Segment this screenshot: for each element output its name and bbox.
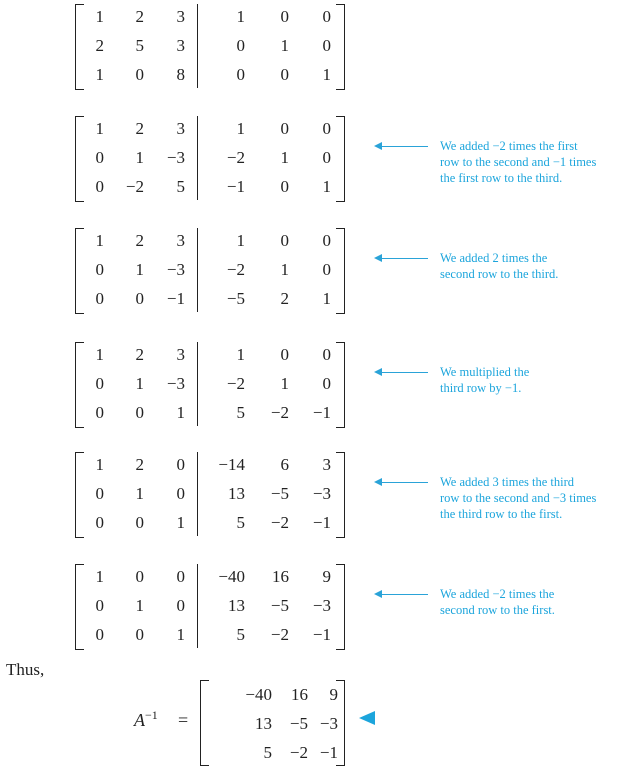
matrix-cell: 1 <box>95 65 104 84</box>
left-bracket <box>200 680 209 766</box>
annotation-line: row to the second and −1 times <box>440 155 597 169</box>
matrix-cell: 0 <box>95 513 104 532</box>
arrow-left-icon <box>374 590 382 598</box>
augmented-matrix <box>75 562 345 652</box>
matrix-cell: 0 <box>176 455 185 474</box>
annotation-line: We added 3 times the third <box>440 475 575 489</box>
matrix-cell: −2 <box>226 148 245 167</box>
matrix-cell: 5 <box>135 36 144 55</box>
matrix-cell: 0 <box>95 177 104 196</box>
matrix-cell: 1 <box>135 596 144 615</box>
matrix-cell: 1 <box>135 260 144 279</box>
matrix-cell: 0 <box>135 403 144 422</box>
matrix-cell: 0 <box>135 567 144 586</box>
matrix-cell: −3 <box>166 148 185 167</box>
matrix-cell: 8 <box>176 65 185 84</box>
matrix-cell: 0 <box>135 513 144 532</box>
matrix-cell: −1 <box>312 625 331 644</box>
matrix-cell: 0 <box>135 65 144 84</box>
matrix-cell: 0 <box>322 148 331 167</box>
inverse-cell: 13 <box>255 714 272 733</box>
matrix-cell: 1 <box>95 7 104 26</box>
annotation-line: second row to the third. <box>440 267 559 281</box>
matrix-cell: −1 <box>312 403 331 422</box>
arrow-left-icon <box>374 254 382 262</box>
step-annotation <box>380 564 626 624</box>
step-3 <box>75 226 626 316</box>
matrix-cell: 0 <box>135 289 144 308</box>
matrix-cell: −14 <box>218 455 245 474</box>
step-annotation <box>380 342 626 402</box>
inverse-label <box>134 708 158 731</box>
matrix-cell: 0 <box>322 374 331 393</box>
matrix-cell: 0 <box>176 596 185 615</box>
augment-divider <box>197 564 198 648</box>
augmented-matrix <box>75 2 345 92</box>
matrix-cell: 1 <box>236 119 245 138</box>
matrix-cell: 13 <box>228 596 245 615</box>
step-annotation <box>380 452 626 521</box>
matrix-cell: 2 <box>280 289 289 308</box>
matrix-cell: 2 <box>135 119 144 138</box>
matrix-cell: 1 <box>95 345 104 364</box>
annotation-line: We multiplied the <box>440 365 530 379</box>
matrix-cell: −5 <box>270 596 289 615</box>
inverse-matrix <box>200 678 345 768</box>
right-bracket <box>336 228 345 314</box>
matrix-cell: 1 <box>236 345 245 364</box>
matrix-cell: 0 <box>236 65 245 84</box>
matrix-cell: 1 <box>95 119 104 138</box>
matrix-cell: 16 <box>272 567 289 586</box>
matrix-cell: 0 <box>176 484 185 503</box>
arrow-left-icon <box>374 142 382 150</box>
matrix-cell: 1 <box>176 625 185 644</box>
matrix-cell: 1 <box>322 177 331 196</box>
matrix-cell: 3 <box>176 231 185 250</box>
matrix-cell: −2 <box>226 374 245 393</box>
matrix-cell: −3 <box>312 596 331 615</box>
matrix-cell: −3 <box>312 484 331 503</box>
step-1 <box>75 2 626 92</box>
step-6 <box>75 562 626 652</box>
inverse-cell: −1 <box>319 743 338 762</box>
matrix-cell: −2 <box>226 260 245 279</box>
matrix-cell: 0 <box>95 148 104 167</box>
matrix-cell: 0 <box>280 231 289 250</box>
inverse-cell: 5 <box>263 743 272 762</box>
matrix-cell: 0 <box>176 567 185 586</box>
matrix-cell: 0 <box>95 596 104 615</box>
annotation-text <box>440 250 626 282</box>
annotation-line: the first row to the third. <box>440 171 563 185</box>
matrix-cell: 1 <box>135 148 144 167</box>
step-annotation <box>380 228 626 288</box>
matrix-cell: −5 <box>226 289 245 308</box>
annotation-line: third row by −1. <box>440 381 522 395</box>
matrix-cell: 3 <box>176 36 185 55</box>
matrix-cell: 1 <box>280 374 289 393</box>
thus-text: Thus, <box>6 660 45 679</box>
matrix-cell: 1 <box>135 374 144 393</box>
matrix-cell: 2 <box>135 345 144 364</box>
matrix-cell: 5 <box>236 625 245 644</box>
matrix-cell: −1 <box>312 513 331 532</box>
arrow-left-icon <box>374 478 382 486</box>
matrix-cell: 0 <box>95 403 104 422</box>
annotation-line: row to the second and −3 times <box>440 491 597 505</box>
augment-divider <box>197 342 198 426</box>
matrix-cell: −2 <box>270 403 289 422</box>
matrix-cell: 0 <box>95 374 104 393</box>
matrix-cell: 0 <box>95 625 104 644</box>
matrix-cell: 2 <box>95 36 104 55</box>
step-2 <box>75 114 626 204</box>
matrix-cell: −1 <box>166 289 185 308</box>
matrix-cell: 2 <box>135 231 144 250</box>
matrix-cell: 2 <box>135 7 144 26</box>
matrix-cell: −3 <box>166 374 185 393</box>
matrix-cell: 1 <box>236 7 245 26</box>
step-annotation <box>380 116 626 185</box>
matrix-cell: −3 <box>166 260 185 279</box>
matrix-cell: 5 <box>176 177 185 196</box>
arrow-line-icon <box>380 594 428 595</box>
right-bracket <box>336 452 345 538</box>
matrix-cell: 1 <box>176 403 185 422</box>
step-4 <box>75 340 626 430</box>
matrix-cell: 5 <box>236 403 245 422</box>
inverse-cell: −40 <box>245 685 272 704</box>
inverse-cell: −5 <box>289 714 308 733</box>
augment-divider <box>197 452 198 536</box>
augment-divider <box>197 228 198 312</box>
annotation-line: We added −2 times the first <box>440 139 578 153</box>
arrow-line-icon <box>380 372 428 373</box>
matrix-cell: 1 <box>280 148 289 167</box>
matrix-cell: 1 <box>95 455 104 474</box>
matrix-cell: 1 <box>322 65 331 84</box>
augment-divider <box>197 4 198 88</box>
arrow-left-icon <box>374 368 382 376</box>
annotation-text <box>440 138 626 186</box>
matrix-cell: 1 <box>280 260 289 279</box>
matrix-cell: 0 <box>280 119 289 138</box>
matrix-cell: 0 <box>95 260 104 279</box>
matrix-cell: 0 <box>322 260 331 279</box>
matrix-cell: 0 <box>322 345 331 364</box>
annotation-line: second row to the first. <box>440 603 555 617</box>
matrix-cell: 13 <box>228 484 245 503</box>
matrix-cell: 0 <box>280 65 289 84</box>
matrix-cell: −2 <box>270 625 289 644</box>
right-bracket <box>336 564 345 650</box>
augmented-matrix <box>75 226 345 316</box>
inverse-cell: 9 <box>329 685 338 704</box>
annotation-line: We added 2 times the <box>440 251 548 265</box>
matrix-cell: 0 <box>95 484 104 503</box>
augmented-matrix <box>75 450 345 540</box>
annotation-text <box>440 586 626 618</box>
matrix-cell: 0 <box>280 7 289 26</box>
matrix-cell: 0 <box>95 289 104 308</box>
equals-sign: = <box>178 710 189 730</box>
augmented-matrix <box>75 114 345 204</box>
matrix-cell: 0 <box>135 625 144 644</box>
matrix-cell: 9 <box>322 567 331 586</box>
inverse-cell: −2 <box>289 743 308 762</box>
matrix-cell: −40 <box>218 567 245 586</box>
annotation-line: We added −2 times the <box>440 587 555 601</box>
arrow-line-icon <box>380 482 428 483</box>
matrix-cell: 0 <box>280 345 289 364</box>
matrix-cell: 1 <box>135 484 144 503</box>
matrix-cell: 0 <box>322 119 331 138</box>
step-5 <box>75 450 626 540</box>
inverse-cell: 16 <box>291 685 308 704</box>
augment-divider <box>197 116 198 200</box>
matrix-cell: 1 <box>95 567 104 586</box>
matrix-cell: 3 <box>176 345 185 364</box>
matrix-cell: −2 <box>125 177 144 196</box>
matrix-cell: 0 <box>280 177 289 196</box>
matrix-name: A <box>134 710 145 730</box>
matrix-cell: 1 <box>322 289 331 308</box>
right-bracket <box>336 4 345 90</box>
matrix-cell: 2 <box>135 455 144 474</box>
matrix-cell: 3 <box>176 7 185 26</box>
right-bracket <box>336 116 345 202</box>
augmented-matrix <box>75 340 345 430</box>
matrix-cell: 1 <box>280 36 289 55</box>
matrix-cell: 3 <box>176 119 185 138</box>
matrix-cell: 0 <box>322 7 331 26</box>
inverse-exponent: −1 <box>145 708 158 722</box>
matrix-cell: 0 <box>322 36 331 55</box>
annotation-line: the third row to the first. <box>440 507 563 521</box>
matrix-cell: 5 <box>236 513 245 532</box>
matrix-cell: 0 <box>236 36 245 55</box>
right-bracket <box>336 342 345 428</box>
arrow-line-icon <box>380 146 428 147</box>
inverse-cell: −3 <box>319 714 338 733</box>
matrix-cell: 1 <box>176 513 185 532</box>
matrix-cell: 1 <box>236 231 245 250</box>
matrix-cell: 6 <box>280 455 289 474</box>
matrix-cell: −5 <box>270 484 289 503</box>
annotation-text <box>440 364 626 396</box>
matrix-cell: −1 <box>226 177 245 196</box>
matrix-cell: −2 <box>270 513 289 532</box>
annotation-text <box>440 474 626 522</box>
matrix-cell: 3 <box>322 455 331 474</box>
arrow-line-icon <box>380 258 428 259</box>
matrix-cell: 1 <box>95 231 104 250</box>
result-pointer-icon <box>359 711 375 725</box>
matrix-cell: 0 <box>322 231 331 250</box>
